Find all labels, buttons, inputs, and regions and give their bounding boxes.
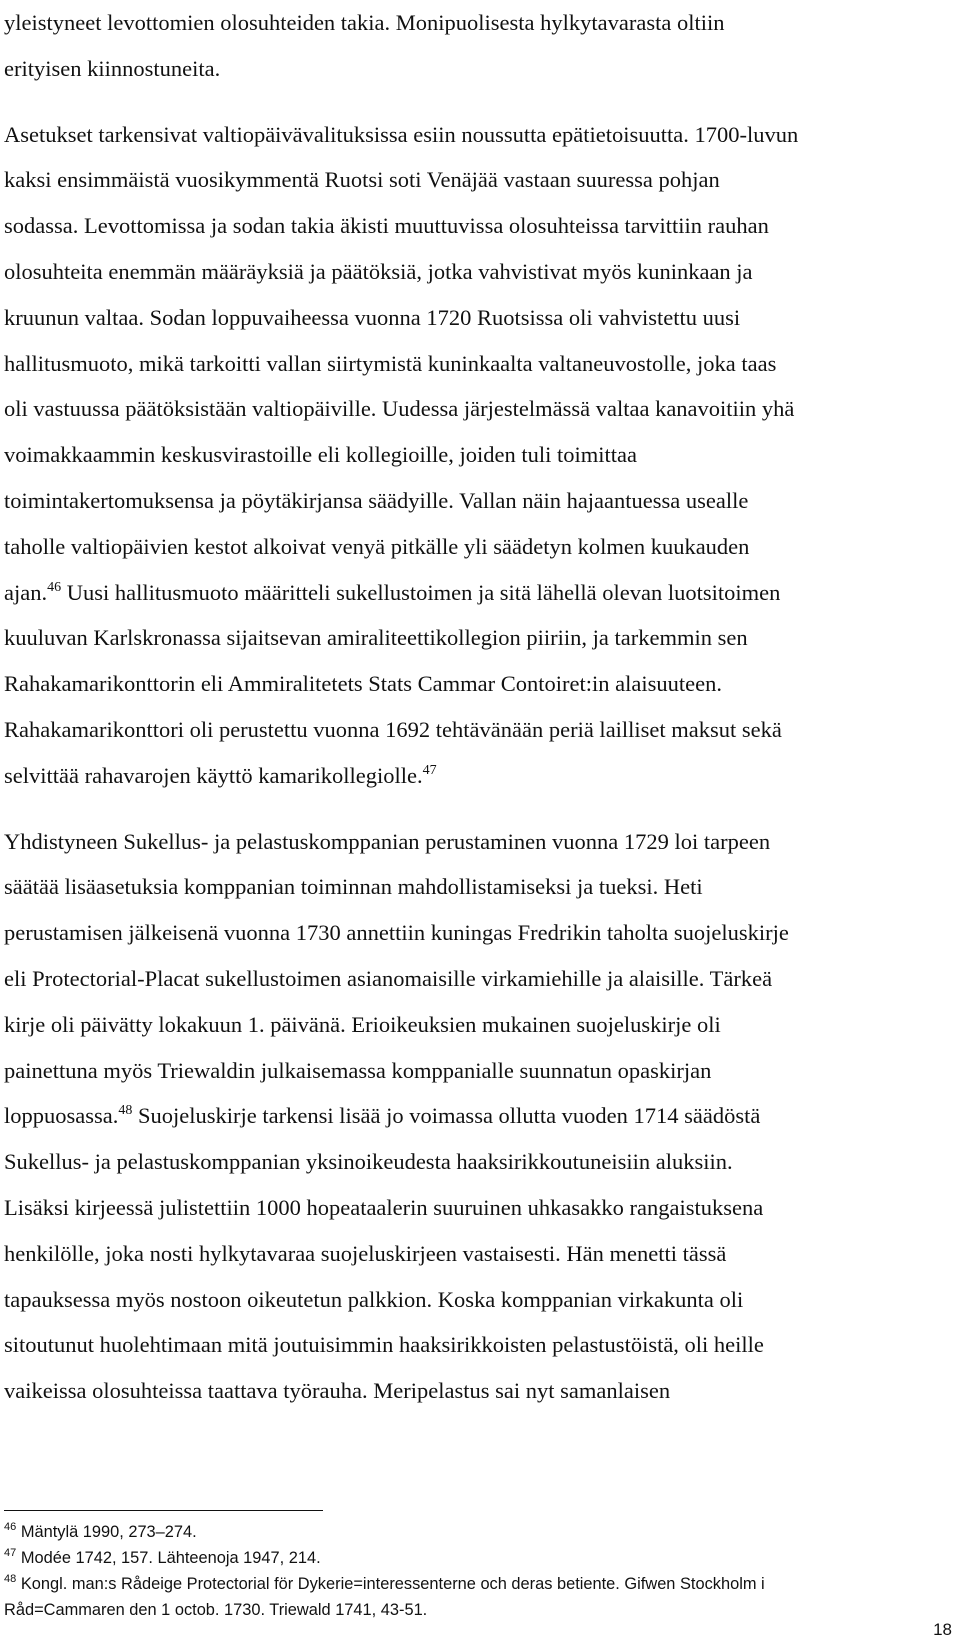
- text-line: Sukellus- ja pelastuskomppanian yksinoikeudesta haaksirikkoutuneisiin aluksiin.: [4, 1149, 733, 1175]
- footnote-text: Råd=Cammaren den 1 octob. 1730. Triewald 1741, 43-51.: [4, 1601, 428, 1619]
- footnote-number: 47: [4, 1547, 17, 1559]
- footnote-text: Mäntylä 1990, 273–274.: [20, 1523, 197, 1541]
- body-text: [4, 0, 954, 1414]
- footnote-number: 46: [4, 1521, 17, 1533]
- line-text: ajan.: [4, 579, 48, 605]
- text-line: tapauksessa myös nostoon oikeutetun palkkion. Koska komppanian virkakunta oli: [4, 1286, 744, 1312]
- text-line: [4, 570, 954, 616]
- text-line: Rahakamarikonttori oli perustettu vuonna 1692 tehtävänään periä lailliset maksut sekä: [4, 716, 782, 742]
- text-line: voimakkaammin keskusvirastoille eli kollegioille, joiden tuli toimittaa: [4, 442, 638, 468]
- paragraph-gap: [4, 799, 954, 819]
- footnote-reference: 48: [118, 1103, 133, 1119]
- text-line: säätää lisäasetuksia komppanian toiminnan mahdollistamiseksi ja tueksi. Heti: [4, 874, 703, 900]
- text-line: perustamisen jälkeisenä vuonna 1730 annettiin kuningas Fredrikin taholta suojeluskirje: [4, 920, 789, 946]
- paragraph-gap: [4, 92, 954, 112]
- text-line: yleistyneet levottomien olosuhteiden takia. Monipuolisesta hylkytavarasta oltiin: [4, 10, 725, 35]
- text-line: henkilölle, joka nosti hylkytavaraa suojeluskirjeen vastaisesti. Hän menetti tässä: [4, 1240, 727, 1266]
- text-line: Lisäksi kirjeessä julistettiin 1000 hopeataalerin suuruinen uhkasakko rangaistuksena: [4, 1194, 764, 1220]
- paragraph: [4, 112, 954, 799]
- footnote-text: Kongl. man:s Rådeige Protectorial för Dykerie=interessenterne och deras betiente. Gifwen Stockholm i: [20, 1575, 765, 1593]
- text-line: kaksi ensimmäistä vuosikymmentä Ruotsi soti Venäjää vastaan suuressa pohjan: [4, 167, 720, 193]
- page-number: 18: [933, 1620, 952, 1639]
- footnote-divider: [4, 1510, 323, 1511]
- text-line: Yhdistyneen Sukellus- ja pelastuskomppanian perustaminen vuonna 1729 loi tarpeen: [4, 828, 771, 854]
- text-line: sitoutunut huolehtimaan mitä joutuisimmin haaksirikkoisten pelastustöistä, oli heille: [4, 1332, 764, 1358]
- text-line: oli vastuussa päätöksistään valtiopäiville. Uudessa järjestelmässä valtaa kanavoitiin yhä: [4, 396, 795, 422]
- text-line: sodassa. Levottomissa ja sodan takia äkisti muuttuvissa olosuhteissa tarvittiin rauhan: [4, 213, 769, 239]
- text-line: erityisen kiinnostuneita.: [4, 55, 221, 81]
- footnote-number: 48: [4, 1573, 17, 1585]
- footnote-line: [4, 1545, 956, 1571]
- text-line: kruunun valtaa. Sodan loppuvaiheessa vuonna 1720 Ruotsissa oli vahvistettu uusi: [4, 304, 741, 330]
- footnote-text: Modée 1742, 157. Lähteenoja 1947, 214.: [20, 1549, 321, 1567]
- text-line: hallitusmuoto, mikä tarkoitti vallan siirtymistä kuninkaalta valtaneuvostolle, joka taas: [4, 350, 777, 376]
- footnote-reference: 47: [422, 762, 437, 778]
- text-line: kirje oli päivätty lokakuun 1. päivänä. Erioikeuksien mukainen suojeluskirje oli: [4, 1011, 721, 1037]
- text-line: [4, 1093, 954, 1139]
- line-text: Uusi hallitusmuoto määritteli sukellustoimen ja sitä lähellä olevan luotsitoimen: [61, 579, 781, 605]
- footnote-line: [4, 1597, 956, 1623]
- text-line: Asetukset tarkensivat valtiopäivävalituksissa esiin noussutta epätietoisuutta. 1700-luvun: [4, 121, 799, 147]
- text-line: taholle valtiopäivien kestot alkoivat venyä pitkälle yli säädetyn kolmen kuukauden: [4, 533, 750, 559]
- footnote: [4, 1545, 956, 1571]
- paragraph: [4, 819, 954, 1414]
- text-line: olosuhteita enemmän määräyksiä ja päätöksiä, jotka vahvistivat myös kuninkaan ja: [4, 258, 753, 284]
- footnote-line: [4, 1571, 956, 1597]
- text-line: [4, 753, 954, 799]
- line-text: selvittää rahavarojen käyttö kamarikollegiolle.: [4, 762, 423, 788]
- text-line: painettuna myös Triewaldin julkaisemassa komppanialle suunnatun opaskirjan: [4, 1057, 712, 1083]
- paragraph: [4, 0, 954, 92]
- footnote-line: [4, 1519, 956, 1545]
- footnote-reference: 46: [47, 579, 62, 595]
- text-line: eli Protectorial-Placat sukellustoimen asianomaisille virkamiehille ja alaisille. Tärkeä: [4, 965, 773, 991]
- footnote: [4, 1571, 956, 1623]
- line-text: loppuosassa.: [4, 1103, 119, 1129]
- text-line: toimintakertomuksensa ja pöytäkirjansa säädyille. Vallan näin hajaantuessa usealle: [4, 487, 749, 513]
- text-line: Rahakamarikonttorin eli Ammiralitetets Stats Cammar Contoiret:in alaisuuteen.: [4, 671, 722, 697]
- text-line: vaikeissa olosuhteissa taattava työrauha. Meripelastus sai nyt samanlaisen: [4, 1378, 671, 1404]
- line-text: Suojeluskirje tarkensi lisää jo voimassa ollutta vuoden 1714 säädöstä: [132, 1103, 761, 1129]
- text-line: kuuluvan Karlskronassa sijaitsevan amiraliteettikollegion piiriin, ja tarkemmin sen: [4, 625, 748, 651]
- footnote: [4, 1519, 956, 1545]
- footnotes: [4, 1519, 956, 1623]
